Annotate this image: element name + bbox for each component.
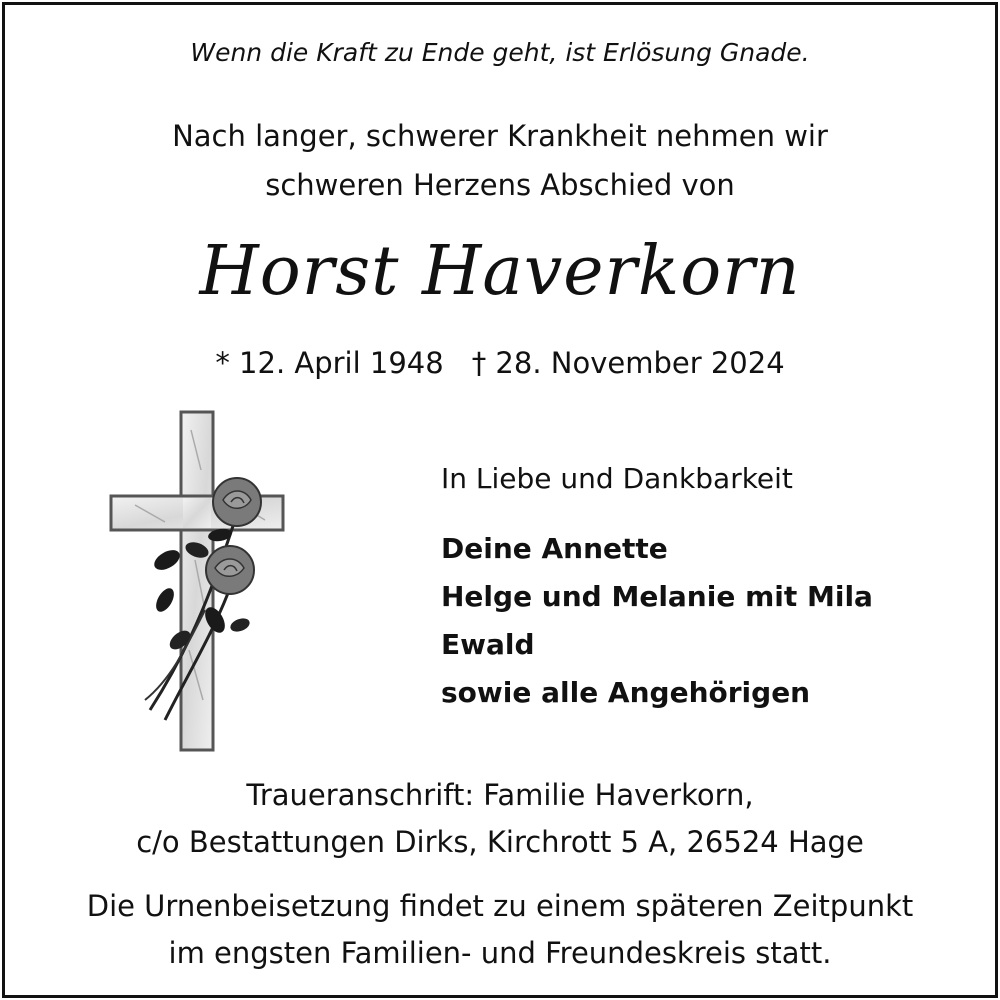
life-dates: [0, 346, 1000, 380]
birth-date: * 12. April 1948: [215, 346, 444, 380]
intro-line-2: schweren Herzens Abschied von: [265, 168, 735, 202]
deceased-name: Horst Haverkorn: [199, 232, 801, 311]
mourners-block: [441, 462, 981, 717]
cross-with-roses-icon: [105, 410, 290, 755]
address-line-2: c/o Bestattungen Dirks, Kirchrott 5 A, 26524 Hage: [136, 825, 864, 859]
mourner-name: sowie alle Angehörigen: [441, 676, 811, 709]
mourner-name: Deine Annette: [441, 532, 668, 565]
intro-line-1: Nach langer, schwerer Krankheit nehmen wir: [172, 119, 828, 153]
dedication-line: In Liebe und Dankbarkeit: [441, 462, 793, 495]
mourner-name: Ewald: [441, 628, 535, 661]
address-line-1: Traueranschrift: Familie Haverkorn,: [246, 778, 754, 812]
burial-line-2: im engsten Familien- und Freundeskreis statt.: [168, 936, 832, 970]
burial-line-1: Die Urnenbeisetzung findet zu einem späteren Zeitpunkt: [86, 889, 914, 923]
motto: Wenn die Kraft zu Ende geht, ist Erlösung Gnade.: [190, 38, 810, 67]
mourner-name: Helge und Melanie mit Mila: [441, 580, 873, 613]
death-date: † 28. November 2024: [471, 346, 785, 380]
